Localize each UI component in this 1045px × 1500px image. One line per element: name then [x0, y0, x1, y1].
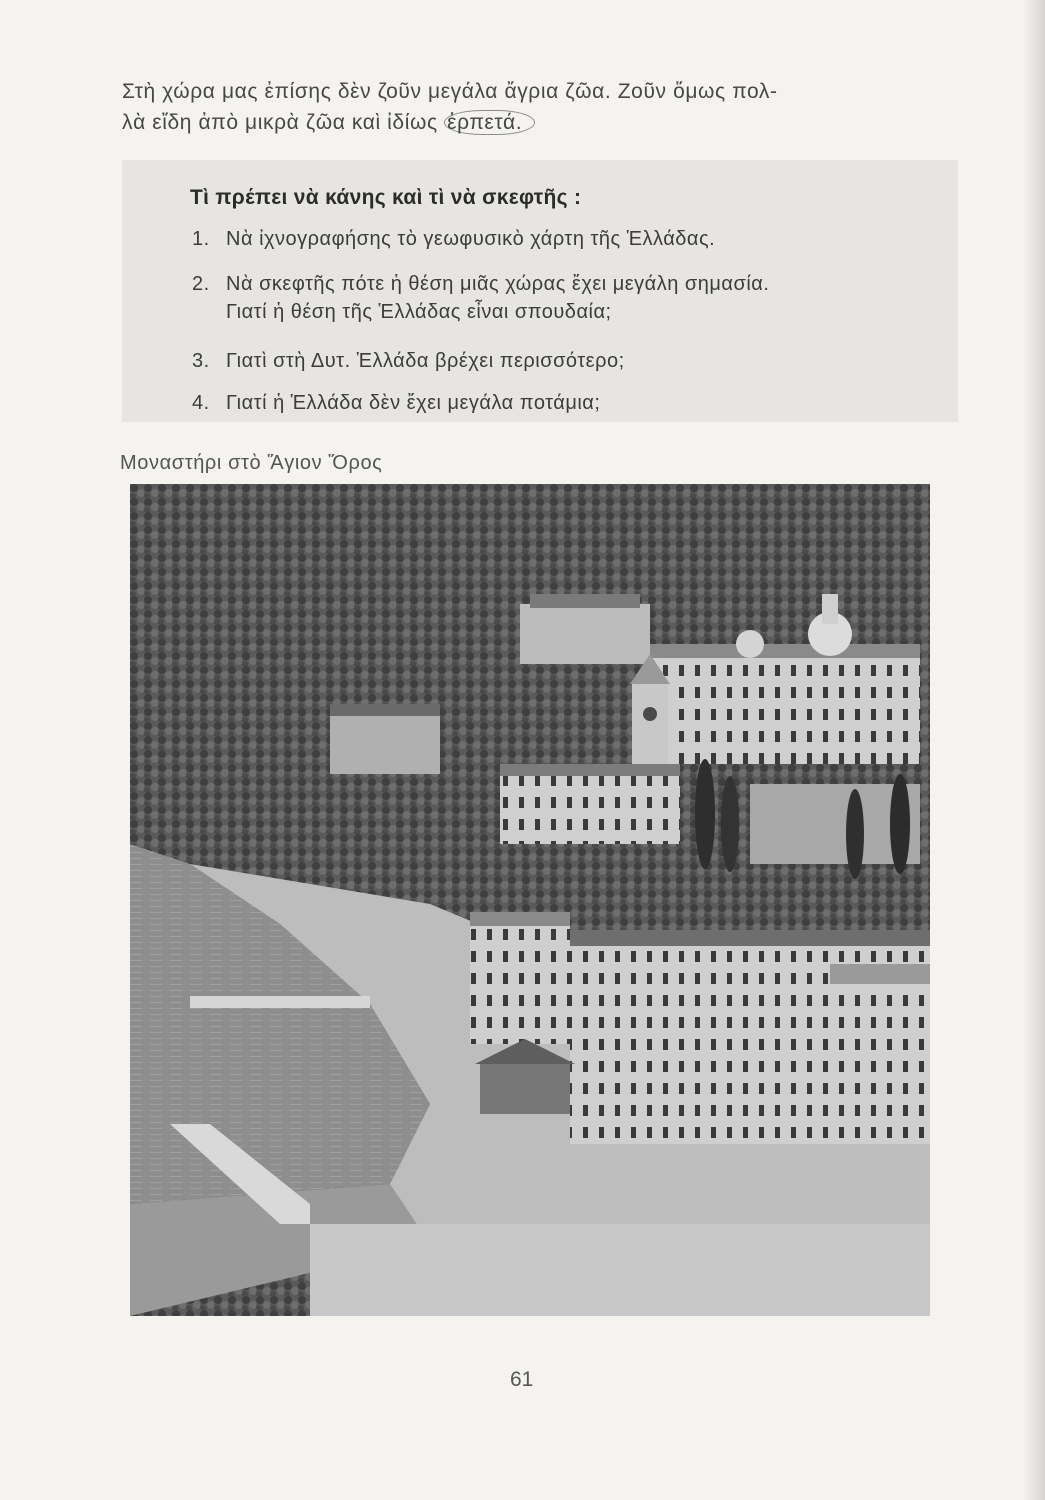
question-number: 1.	[192, 228, 210, 250]
question-item	[192, 228, 715, 251]
question-text-continued: Γιατί ἡ θέση τῆς Ἑλλάδας εἶναι σπουδαία;	[226, 301, 612, 323]
intro-line-1: Στὴ χώρα μας ἐπίσης δὲν ζοῦν μεγάλα ἄγρια ζῶα. Ζοῦν ὅμως πολ-	[122, 80, 778, 103]
question-number: 3.	[192, 350, 210, 372]
intro-line-2: λὰ εἴδη ἀπὸ μικρὰ ζῶα καὶ ἰδίως	[122, 111, 445, 134]
circled-word: ἑρπετά.	[444, 110, 535, 135]
intro-paragraph	[122, 76, 942, 138]
question-item	[192, 392, 600, 415]
exercise-title: Τὶ πρέπει νὰ κάνης καὶ τὶ νὰ σκεφτῆς :	[190, 186, 582, 209]
question-item	[192, 350, 625, 373]
question-text: Νὰ ἰχνογραφήσης τὸ γεωφυσικὸ χάρτη τῆς Ἑλλάδας.	[226, 228, 716, 250]
photo-caption: Μοναστήρι στὸ Ἅγιον Ὅρος	[120, 452, 383, 474]
question-number: 2.	[192, 273, 210, 295]
question-number: 4.	[192, 392, 210, 414]
question-item	[192, 270, 769, 326]
monastery-photo	[130, 484, 930, 1316]
page-number: 61	[510, 1368, 534, 1391]
question-text: Νὰ σκεφτῆς πότε ἡ θέση μιᾶς χώρας ἔχει μεγάλη σημασία.	[226, 273, 770, 295]
question-text: Γιατί ἡ Ἑλλάδα δὲν ἔχει μεγάλα ποτάμια;	[226, 392, 601, 414]
page-edge	[1023, 0, 1045, 1500]
question-text: Γιατὶ στὴ Δυτ. Ἑλλάδα βρέχει περισσότερο;	[226, 350, 625, 372]
exercise-box	[122, 160, 958, 422]
